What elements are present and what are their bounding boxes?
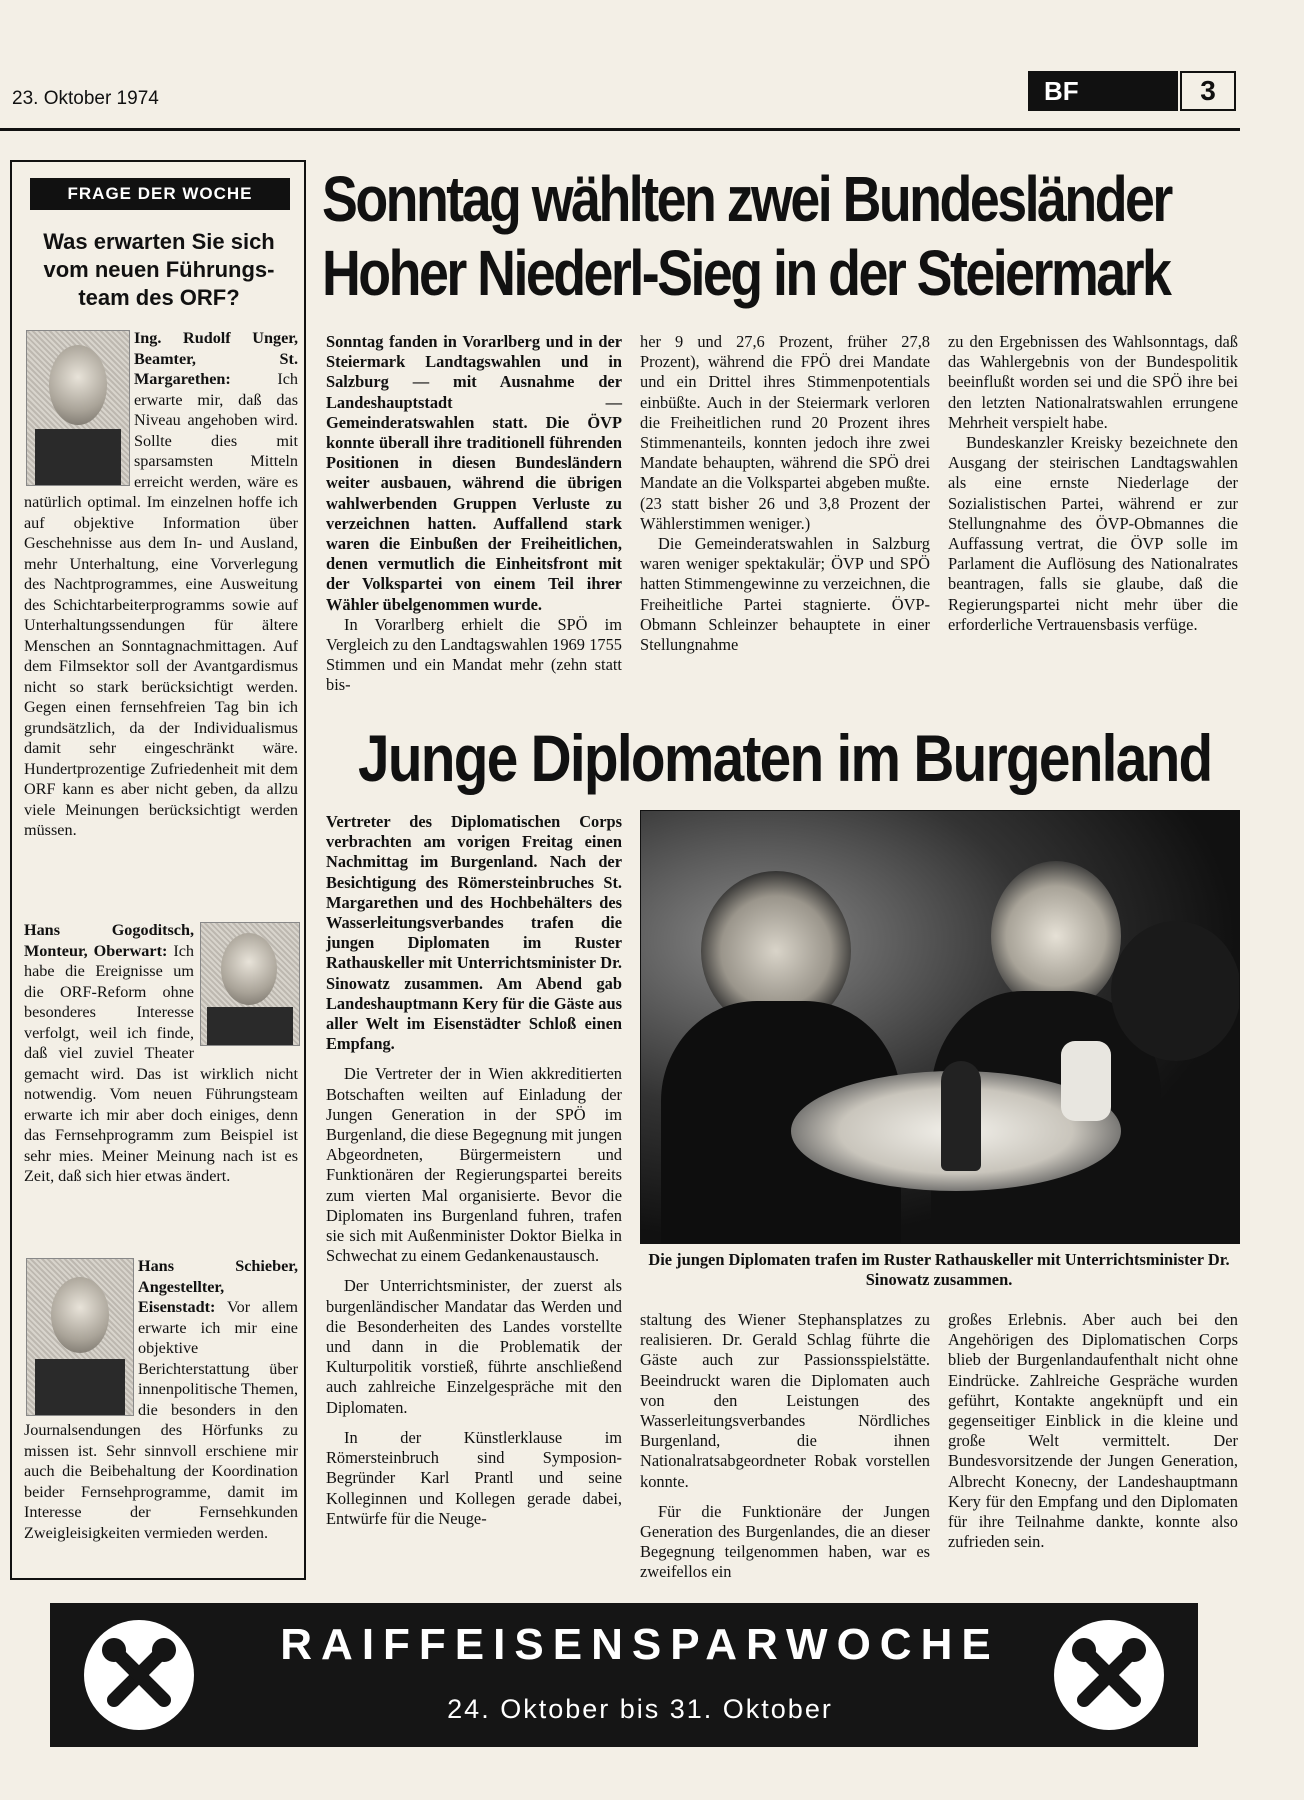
article2-paragraph: Die Vertreter der in Wien akkreditierten Botschaften weilten auf Einladung der Jungen Generation in der SPÖ im Burgenland, die diese Begegnung mit jungen Abgeordneten, Bürgermeistern und Funktionären der Regierungspartei bereits zum vierten Mal organisierte. Bevor die Diplomaten ins Burgenland fuhren, trafen sie sich mit Außenminister Doktor Bielka in Schwechat zu einem Gedankenaustausch. (326, 1064, 622, 1266)
answer-3-text: Vor allem erwarte ich mir eine objektive Berichterstattung über innenpolitische Themen, die besonders in den Journalsendungen des Hörfunks zu missen ist. Sehr sinnvoll erschiene mir auch die Beibehaltung der Koordination beider Fernsehprogramme, damit im Interesse der Fernsehkunden Zweigleisigkeiten vermieden werden. (24, 1298, 298, 1542)
newspaper-brand: BF (1028, 71, 1178, 111)
photo-caption: Die jungen Diplomaten trafen im Ruster Rathauskeller mit Unterrichtsminister Dr. Sinowatz zusammen. (648, 1250, 1230, 1289)
ad-dates: 24. Oktober bis 31. Oktober (447, 1694, 833, 1724)
article2-paragraph: Der Unterrichtsminister, der zuerst als burgenländischer Mandatar das Werden und die Besonderheiten des Landes vorstellte und dann in die Problematik der Kulturpolitik vorstieß, führte anschließend auch zahlreiche Einzelgespräche mit den Diplomaten. (326, 1276, 622, 1417)
article2-lead: Vertreter des Diplomatischen Corps verbrachten am vorigen Freitag einen Nachmittag im Burgenland. Nach der Besichtigung des Römersteinbruches St. Margarethen und des Hochbehälters des Wasserleitungsverbandes trafen die jungen Diplomaten im Ruster Rathauskeller mit Unterrichtsminister Dr. Sinowatz zusammen. Am Abend gab Landeshauptmann Kery für die Gäste aus aller Welt im Eisenstädter Schloß einen Empfang. (326, 812, 622, 1054)
answer-1 (24, 328, 298, 841)
article1-paragraph: her 9 und 27,6 Prozent, früher 27,8 Prozent), während die FPÖ drei Mandate und ein Drittel ihres Stimmenpotentials einbüßte. Auch in der Steiermark verloren die Freiheitlichen rund 20 Prozent ihres Stimmenanteils, konnten jedoch ihre zwei Mandate behaupten, während die SPÖ drei Mandate an die Volkspartei abgeben mußte. (23 statt bisher 26 und 3,8 Prozent der Wählerstimmen weniger.) (640, 332, 930, 533)
answer-3-name: Hans Schieber, Angestellter, Eisenstadt: (138, 1257, 298, 1316)
headline-line-1: Sonntag wählten zwei Bundesländer (322, 163, 1171, 235)
sidebar-label: FRAGE DER WOCHE (30, 178, 290, 210)
article1-lead: Sonntag fanden in Vorarlberg und in der Steiermark Landtagswahlen und in Salzburg — mit Ausnahme der Landeshauptstadt — Gemeinderatswahlen statt. Die ÖVP konnte überall ihre traditionell führenden Positionen in diesen Bundesländern weiter ausbauen, während die übrigen wahlwerbenden Gruppen Verluste zu verzeichnen hatten. Auffallend stark waren die Einbußen der Freiheitlichen, denen vermutlich die Einheitsfront mit der Volkspartei von einem Teil ihrer Wähler übelgenommen wurde. (326, 332, 622, 614)
raiffeisen-logo-icon (84, 1620, 194, 1730)
answer-1-name: Ing. Rudolf Unger, Beamter, St. Margarethen: (134, 329, 298, 388)
article2-column-3 (948, 1310, 1238, 1552)
article2-paragraph: staltung des Wiener Stephansplatzes zu realisieren. Dr. Gerald Schlag führte die Gäste auch zur Passionsspielstätte. Beeindruckt waren die Diplomaten auch von den Leistungen des Wasserleitungsverbandes Nördliches Burgenland, die ihnen Nationalratsabgeordneter Robak vorstellen konnte. (640, 1310, 930, 1491)
page-number: 3 (1180, 71, 1236, 111)
answer-3 (24, 1256, 298, 1543)
article1-headline (322, 162, 1171, 310)
answer-2-text: Ich habe die Ereignisse um die ORF-Reform ohne besonderes Interesse verfolgt, weil ich finde, daß viel zuviel Theater gemacht wird. Das ist wirklich nicht notwendig. Vom neuen Führungsteam erwarte ich mir aber doch einiges, denn das Fernsehprogramm zum Beispiel ist sehr mies. Meiner Meinung nach ist es Zeit, daß sich hier etwas ändert. (24, 941, 298, 1185)
article2-paragraph: Für die Funktionäre der Jungen Generation des Burgenlandes, die an dieser Begegnung teilgenommen haben, war es zweifellos ein (640, 1501, 930, 1582)
article1-column-1 (326, 332, 622, 696)
article2-headline: Junge Diplomaten im Burgenland (358, 721, 1212, 795)
article2-column-2 (640, 1310, 930, 1583)
answer-2-name: Hans Gogoditsch, Monteur, Oberwart: (24, 921, 194, 960)
ad-title: RAIFFEISENSPARWOCHE (280, 1620, 1000, 1669)
raiffeisen-logo-icon (1054, 1620, 1164, 1730)
answer-1-text: Ich erwarte mir, daß das Niveau angehoben wird. Sollte dies mit sparsamsten Mitteln erreicht werden, wäre es natürlich optimal. Im einzelnen hoffe ich auf objektive Information über Geschehnisse aus dem In- und Ausland, mehr Unterhaltung, eine Vorverlegung des Nachtprogrammes, eine Ausweitung des Schichtarbeiterprogramms sowie auf Unterhaltungssendungen für ältere Menschen an Sonntagnachmittagen. Auf dem Filmsektor soll der Avantgardismus nicht so stark berücksichtigt werden. Gegen einen fernsehfreien Tag bin ich grundsätzlich, da der Individualismus damit sehr eingeschränkt wäre. Hundertprozentige Zufriedenheit mit dem ORF kann es aber nicht geben, da allzu viele Meinungen berücksichtigt werden müssen. (24, 370, 298, 839)
diplomats-photo (640, 810, 1240, 1244)
article2-paragraph: großes Erlebnis. Aber auch bei den Angehörigen des Diplomatischen Corps blieb der Burgenlandaufenthalt nicht ohne Eindrücke. Zahlreiche Gespräche wurden geführt, Kontakte angeknüpft und ein gegenseitiger Einblick in die kleine und große Welt vermittelt. Der Bundesvorsitzende der Jungen Generation, Albrecht Konecny, der Landeshauptmann Kery für den Empfang und den Diplomaten für ihre Teilnahme dankte, konnte also zufrieden sein. (948, 1310, 1238, 1552)
article1-paragraph: Die Gemeinderatswahlen in Salzburg waren weniger spektakulär; ÖVP und SPÖ hatten Stimmengewinne zu verzeichnen, die Freiheitliche Partei stagnierte. ÖVP-Obmann Schleinzer behauptete in einer Stellungnahme (640, 534, 930, 655)
article2-column-1 (326, 812, 622, 1529)
headline-line-2: Hoher Niederl-Sieg in der Steiermark (322, 237, 1170, 309)
answer-2 (24, 920, 298, 1187)
article2-paragraph: In der Künstlerklause im Römersteinbruch sind Symposion-Begründer Karl Prantl und seine Kolleginnen und Kollegen gerade dabei, Entwürfe für die Neuge- (326, 1427, 622, 1528)
sidebar-question: Was erwarten Sie sich vom neuen Führungsteam des ORF? (43, 229, 275, 310)
issue-date: 23. Oktober 1974 (12, 88, 159, 109)
header-rule (0, 128, 1240, 131)
article1-column-2 (640, 332, 930, 655)
article1-paragraph: Bundeskanzler Kreisky bezeichnete den Ausgang der steirischen Landtagswahlen als eine ernste Niederlage der Sozialistischen Partei, während er zur Stellungnahme des ÖVP-Obmannes die Auffassung vertrat, die ÖVP solle im Parlament die Auflösung des Nationalrates beantragen, falls sie glaube, daß die Regierungspartei nicht mehr über die erforderliche Vertrauensbasis verfüge. (948, 433, 1238, 634)
article1-paragraph: zu den Ergebnissen des Wahlsonntags, daß das Wahlergebnis von der Bundespolitik beeinflußt worden sei und die SPÖ ihre bei den letzten Nationalratswahlen errungene Mehrheit verspielt habe. (948, 332, 1238, 432)
article1-paragraph: In Vorarlberg erhielt die SPÖ im Vergleich zu den Landtagswahlen 1969 1755 Stimmen und ein Mandat mehr (zehn statt bis- (326, 614, 622, 695)
article1-column-3 (948, 332, 1238, 635)
